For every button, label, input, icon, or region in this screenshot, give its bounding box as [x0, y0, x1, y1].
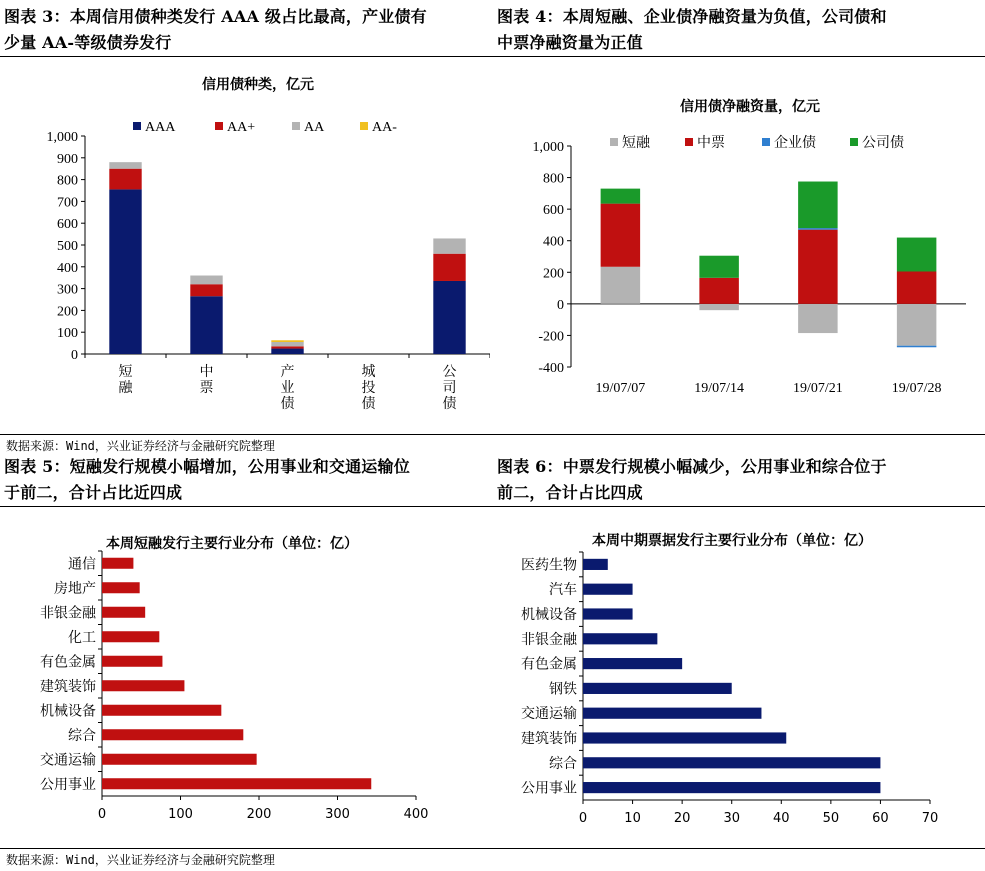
chart3-title: 信用债种类，亿元: [202, 77, 314, 93]
x-tick-label: 200: [246, 807, 272, 822]
x-category-label: 债: [280, 396, 295, 412]
legend-swatch-AA: [292, 122, 300, 130]
x-category-label: 融: [118, 380, 133, 396]
y-category-label: 机械设备: [40, 703, 96, 720]
x-category-label: 债: [361, 396, 376, 412]
x-tick-label: 60: [872, 811, 889, 826]
y-tick-label: 400: [57, 260, 78, 276]
bar-企业债-19/07/21: [798, 228, 838, 230]
chart3-heading: [4, 4, 427, 56]
x-category-label: 业: [280, 380, 295, 396]
legend-swatch-AA+: [215, 122, 223, 130]
y-tick-label: 700: [57, 195, 78, 211]
legend-label-中票: 中票: [697, 135, 725, 151]
chart5-heading: [4, 454, 410, 506]
y-category-label: 建筑装饰: [521, 731, 577, 747]
bar-房地产: [102, 582, 140, 593]
bar-建筑装饰: [102, 680, 184, 691]
chart5-heading-line1: 图表 5：短融发行规模小幅增加，公用事业和交通运输位: [4, 457, 410, 476]
y-tick-label: 1,000: [532, 140, 564, 155]
bar-AA-产业债: [271, 342, 303, 346]
y-category-label: 综合: [549, 755, 577, 772]
y-category-label: 非银金融: [40, 605, 96, 622]
bar-中票-19/07/14: [699, 278, 739, 304]
x-category-label: 短: [118, 364, 133, 380]
bar-公司债-19/07/07: [601, 189, 641, 204]
y-category-label: 通信: [68, 556, 96, 573]
y-tick-label: 600: [57, 217, 78, 233]
bar-AA-短融: [109, 162, 141, 169]
bar-AA+-产业债: [271, 346, 303, 348]
y-category-label: 公用事业: [521, 780, 577, 797]
bar-中票-19/07/21: [798, 230, 838, 304]
y-category-label: 有色金属: [521, 656, 577, 673]
bar-短融-19/07/07: [601, 267, 641, 304]
x-tick-label: 70: [921, 811, 939, 826]
bar-AA+-中票: [190, 284, 222, 296]
bar-AA+-短融: [109, 169, 141, 190]
bar-钢铁: [583, 683, 732, 694]
legend-label-公司债: 公司债: [862, 135, 904, 151]
bar-汽车: [583, 584, 633, 595]
x-category-label: 债: [442, 396, 457, 412]
bar-AAA-公司债: [433, 281, 465, 354]
y-tick-label: 300: [57, 282, 78, 298]
legend-label-AA+: AA+: [227, 120, 256, 135]
bar-公用事业: [583, 782, 880, 793]
chart3-legend: [133, 120, 397, 135]
y-tick-label: 800: [57, 173, 78, 189]
bar-通信: [102, 558, 133, 569]
x-tick-label: 40: [773, 811, 790, 826]
bar-有色金属: [583, 658, 682, 669]
y-tick-label: -200: [538, 329, 564, 345]
x-category-label: 19/07/07: [595, 381, 646, 396]
divider-source-2: [0, 848, 985, 849]
y-tick-label: -400: [538, 361, 564, 376]
bar-有色金属: [102, 656, 162, 667]
chart4-heading-line2: 中票净融资量为正值: [497, 33, 643, 52]
bar-综合: [102, 729, 243, 740]
bar-短融-19/07/28: [897, 304, 937, 346]
chart3-bars: [109, 162, 465, 354]
x-category-label: 中: [199, 364, 214, 380]
y-tick-label: 600: [543, 203, 564, 219]
bar-医药生物: [583, 559, 608, 570]
legend-swatch-AAA: [133, 122, 141, 130]
legend-label-AAA: AAA: [145, 120, 176, 135]
x-category-label: 投: [361, 380, 376, 396]
chart6-heading-line1: 图表 6：中票发行规模小幅减少，公用事业和综合位于: [497, 457, 887, 476]
y-tick-label: 0: [71, 348, 78, 363]
bar-短融-19/07/21: [798, 304, 838, 333]
y-category-label: 交通运输: [521, 706, 577, 723]
legend-swatch-短融: [610, 138, 618, 146]
y-category-label: 非银金融: [521, 631, 577, 648]
x-tick-label: 400: [403, 807, 429, 822]
y-category-label: 化工: [68, 629, 96, 646]
y-category-label: 交通运输: [40, 752, 96, 769]
y-tick-label: 1,000: [46, 130, 78, 145]
bar-AAA-短融: [109, 189, 141, 354]
bar-AAA-产业债: [271, 349, 303, 354]
chart4-legend: [610, 134, 904, 151]
chart5-title: 本周短融发行主要行业分布（单位：亿）: [106, 536, 358, 552]
y-tick-label: 900: [57, 151, 78, 167]
source-note-1: 数据来源：Wind，兴业证券经济与金融研究院整理: [6, 439, 275, 453]
bar-公司债-19/07/21: [798, 182, 838, 229]
bar-公用事业: [102, 778, 371, 789]
x-category-label: 19/07/21: [792, 381, 843, 396]
bar-公司债-19/07/14: [699, 256, 739, 278]
y-tick-label: 800: [543, 171, 564, 187]
bar-AA-中票: [190, 276, 222, 285]
y-category-label: 钢铁: [549, 681, 577, 698]
chart6-heading-line2: 前二，合计占比四成: [497, 483, 643, 502]
chart6-heading: [497, 454, 887, 506]
divider-top: [0, 56, 985, 57]
x-tick-label: 300: [325, 807, 350, 822]
bar-短融-19/07/14: [699, 304, 739, 310]
bar-机械设备: [102, 705, 221, 716]
chart4-bars: [601, 182, 937, 348]
y-tick-label: 500: [57, 239, 78, 254]
bar-AAA-中票: [190, 296, 222, 354]
y-category-label: 汽车: [549, 582, 577, 599]
chart5-heading-line2: 于前二，合计占比近四成: [4, 483, 183, 502]
bar-综合: [583, 757, 880, 768]
chart4-svg: [492, 58, 985, 432]
bar-企业债-19/07/28: [897, 346, 937, 348]
x-category-label: 19/07/28: [891, 381, 942, 396]
x-category-label: 城: [361, 364, 376, 380]
bar-AA+-公司债: [433, 254, 465, 281]
chart4-title: 信用债净融资量，亿元: [680, 99, 820, 115]
x-tick-label: 50: [822, 811, 840, 826]
bar-建筑装饰: [583, 732, 786, 743]
x-category-label: 公: [442, 364, 457, 380]
y-tick-label: 400: [543, 234, 564, 250]
y-category-label: 建筑装饰: [40, 678, 96, 695]
y-tick-label: 100: [57, 326, 78, 342]
legend-label-短融: 短融: [622, 135, 650, 151]
x-category-label: 票: [199, 380, 214, 396]
bar-交通运输: [102, 754, 257, 765]
bar-化工: [102, 631, 159, 642]
bar-非银金融: [583, 633, 657, 644]
x-tick-label: 100: [168, 807, 193, 822]
chart6-svg: [492, 508, 985, 846]
legend-swatch-公司债: [850, 138, 858, 146]
source-note-2: 数据来源：Wind，兴业证券经济与金融研究院整理: [6, 853, 275, 867]
legend-swatch-企业债: [762, 138, 770, 146]
y-category-label: 综合: [68, 727, 96, 744]
bar-非银金融: [102, 607, 145, 618]
legend-swatch-中票: [685, 138, 693, 146]
y-tick-label: 200: [543, 266, 564, 282]
bar-交通运输: [583, 708, 761, 719]
chart3-heading-line2: 少量 AA-等级债券发行: [4, 33, 172, 52]
chart5-svg: [0, 508, 490, 846]
bar-机械设备: [583, 608, 633, 619]
x-category-label: 司: [442, 380, 457, 396]
x-tick-label: 20: [673, 811, 691, 826]
y-category-label: 公用事业: [40, 776, 96, 793]
chart6-title: 本周中期票据发行主要行业分布（单位：亿）: [592, 533, 872, 549]
chart4-heading: [497, 4, 887, 56]
chart3-svg: [0, 58, 490, 432]
x-tick-label: 30: [723, 811, 740, 826]
bar-公司债-19/07/28: [897, 238, 937, 272]
bar-AA--产业债: [271, 340, 303, 342]
x-tick-label: 10: [624, 811, 641, 826]
legend-swatch-AA-: [360, 122, 368, 130]
bar-中票-19/07/07: [601, 204, 641, 267]
y-category-label: 机械设备: [521, 607, 577, 623]
divider-mid: [0, 506, 985, 507]
chart3-heading-line1: 图表 3：本周信用债种类发行 AAA 级占比最高，产业债有: [4, 7, 427, 26]
legend-label-AA: AA: [304, 120, 325, 135]
chart6-bars: [583, 559, 880, 793]
chart4-heading-line1: 图表 4：本周短融、企业债净融资量为负值，公司债和: [497, 7, 887, 26]
y-tick-label: 200: [57, 304, 78, 320]
y-category-label: 医药生物: [521, 557, 577, 574]
x-tick-label: 0: [97, 807, 107, 822]
y-category-label: 有色金属: [40, 654, 96, 671]
x-category-label: 19/07/14: [694, 381, 745, 396]
bar-AA-公司债: [433, 238, 465, 253]
x-tick-label: 0: [578, 811, 588, 826]
bar-中票-19/07/28: [897, 271, 937, 303]
y-tick-label: 0: [557, 297, 564, 313]
legend-label-AA-: AA-: [372, 120, 397, 135]
x-category-label: 产: [280, 364, 295, 380]
y-category-label: 房地产: [54, 580, 96, 597]
divider-source-1: [0, 434, 985, 435]
chart5-bars: [102, 558, 371, 790]
legend-label-企业债: 企业债: [774, 135, 816, 151]
